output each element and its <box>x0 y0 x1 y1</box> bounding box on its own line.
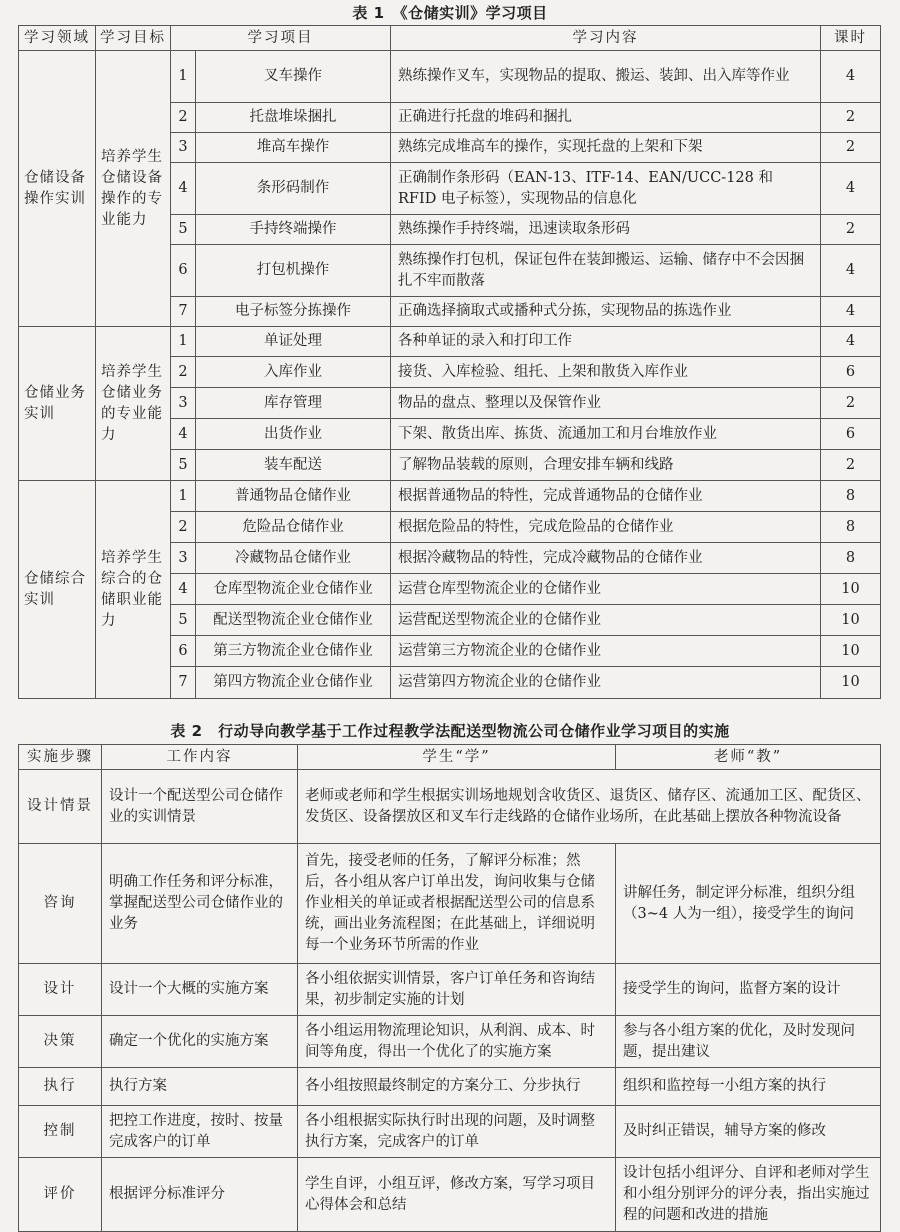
content-cell: 运营第三方物流企业的仓储作业 <box>391 636 821 667</box>
teacher-cell: 讲解任务，制定评分标准，组织分组（3~4 人为一组），接受学生的询问 <box>616 844 881 964</box>
merged-cell: 老师或老师和学生根据实训场地规划含收货区、退货区、储存区、流通加工区、配货区、发货区、设备摆放区和叉车行走线路的仓储作业场所，在此基础上摆放各种物流设备 <box>298 770 881 844</box>
project-cell: 入库作业 <box>196 357 391 388</box>
hours-cell: 10 <box>821 667 881 699</box>
step-cell: 设计情景 <box>19 770 102 844</box>
student-cell: 各小组根据实际执行时出现的问题，及时调整执行方案，完成客户的订单 <box>298 1106 616 1158</box>
project-cell: 托盘堆垛捆扎 <box>196 103 391 133</box>
content-cell: 熟练完成堆高车的操作，实现托盘的上架和下架 <box>391 133 821 163</box>
hours-cell: 4 <box>821 51 881 103</box>
project-cell: 危险品仓储作业 <box>196 512 391 543</box>
content-cell: 各种单证的录入和打印工作 <box>391 327 821 357</box>
project-cell: 第三方物流企业仓储作业 <box>196 636 391 667</box>
row-number: 6 <box>171 245 196 297</box>
header-content: 学习内容 <box>391 26 821 51</box>
hours-cell: 2 <box>821 388 881 419</box>
content-cell: 熟练操作打包机，保证包件在装卸搬运、运输、储存中不会因捆扎不牢而散落 <box>391 245 821 297</box>
step-cell: 决策 <box>19 1016 102 1068</box>
row-number: 3 <box>171 543 196 574</box>
work-cell: 执行方案 <box>102 1068 298 1106</box>
project-cell: 库存管理 <box>196 388 391 419</box>
row-number: 2 <box>171 103 196 133</box>
teacher-cell: 组织和监控每一小组方案的执行 <box>616 1068 881 1106</box>
project-cell: 叉车操作 <box>196 51 391 103</box>
table1-body <box>19 51 881 699</box>
content-cell: 熟练操作叉车，实现物品的提取、搬运、装卸、出入库等作业 <box>391 51 821 103</box>
step-cell: 控制 <box>19 1106 102 1158</box>
project-cell: 仓库型物流企业仓储作业 <box>196 574 391 605</box>
content-cell: 接货、入库检验、组托、上架和散货入库作业 <box>391 357 821 388</box>
row-number: 3 <box>171 388 196 419</box>
student-cell: 首先，接受老师的任务，了解评分标准；然后，各小组从客户订单出发，询问收集与仓储作业相关的单证或者根据配送型公司的信息系统，画出业务流程图；在此基础上，详细说明每一个业务环节所需的作业 <box>298 844 616 964</box>
project-cell: 配送型物流企业仓储作业 <box>196 605 391 636</box>
header-teacher: 老师“教” <box>616 745 881 770</box>
project-cell: 堆高车操作 <box>196 133 391 163</box>
hours-cell: 4 <box>821 327 881 357</box>
content-cell: 根据普通物品的特性，完成普通物品的仓储作业 <box>391 481 821 512</box>
project-cell: 单证处理 <box>196 327 391 357</box>
row-number: 2 <box>171 357 196 388</box>
row-number: 5 <box>171 605 196 636</box>
table-row <box>19 1158 881 1232</box>
table1 <box>18 25 881 699</box>
project-cell: 装车配送 <box>196 450 391 481</box>
step-cell: 执行 <box>19 1068 102 1106</box>
student-cell: 学生自评，小组互评，修改方案，写学习项目心得体会和总结 <box>298 1158 616 1232</box>
student-cell: 各小组按照最终制定的方案分工、分步执行 <box>298 1068 616 1106</box>
header-domain: 学习领域 <box>19 26 96 51</box>
row-number: 1 <box>171 51 196 103</box>
work-cell: 确定一个优化的实施方案 <box>102 1016 298 1068</box>
hours-cell: 10 <box>821 636 881 667</box>
table2-caption: 表 2 行动导向教学基于工作过程教学法配送型物流公司仓储作业学习项目的实施 <box>170 722 730 740</box>
project-cell: 冷藏物品仓储作业 <box>196 543 391 574</box>
table1-header-row <box>19 26 881 51</box>
row-number: 3 <box>171 133 196 163</box>
goal-cell: 培养学生综合的仓储职业能力 <box>96 481 171 699</box>
hours-cell: 10 <box>821 605 881 636</box>
table-row <box>19 1016 881 1068</box>
table1-caption: 表 1 《仓储实训》学习项目 <box>352 4 548 22</box>
row-number: 4 <box>171 419 196 450</box>
goal-cell: 培养学生仓储设备操作的专业能力 <box>96 51 171 327</box>
content-cell: 物品的盘点、整理以及保管作业 <box>391 388 821 419</box>
project-cell: 普通物品仓储作业 <box>196 481 391 512</box>
table-row <box>19 964 881 1016</box>
domain-cell: 仓储综合实训 <box>19 481 96 699</box>
table2 <box>18 744 881 1232</box>
step-cell: 咨询 <box>19 844 102 964</box>
project-cell: 出货作业 <box>196 419 391 450</box>
teacher-cell: 接受学生的询问，监督方案的设计 <box>616 964 881 1016</box>
row-number: 7 <box>171 667 196 699</box>
hours-cell: 6 <box>821 357 881 388</box>
teacher-cell: 参与各小组方案的优化，及时发现问题，提出建议 <box>616 1016 881 1068</box>
table-row <box>19 51 881 103</box>
content-cell: 了解物品装载的原则，合理安排车辆和线路 <box>391 450 821 481</box>
teacher-cell: 及时纠正错误，辅导方案的修改 <box>616 1106 881 1158</box>
table-row <box>19 481 881 512</box>
project-cell: 电子标签分拣操作 <box>196 297 391 327</box>
content-cell: 根据冷藏物品的特性，完成冷藏物品的仓储作业 <box>391 543 821 574</box>
content-cell: 运营配送型物流企业的仓储作业 <box>391 605 821 636</box>
work-cell: 明确工作任务和评分标准，掌握配送型公司仓储作业的业务 <box>102 844 298 964</box>
hours-cell: 2 <box>821 215 881 245</box>
hours-cell: 2 <box>821 133 881 163</box>
hours-cell: 2 <box>821 450 881 481</box>
content-cell: 正确选择摘取式或播种式分拣，实现物品的拣选作业 <box>391 297 821 327</box>
hours-cell: 10 <box>821 574 881 605</box>
header-student: 学生“学” <box>298 745 616 770</box>
project-cell: 打包机操作 <box>196 245 391 297</box>
domain-cell: 仓储设备操作实训 <box>19 51 96 327</box>
content-cell: 正确制作条形码（EAN-13、ITF-14、EAN/UCC-128 和 RFID 电子标签），实现物品的信息化 <box>391 163 821 215</box>
hours-cell: 4 <box>821 297 881 327</box>
hours-cell: 8 <box>821 543 881 574</box>
row-number: 4 <box>171 163 196 215</box>
table-row <box>19 844 881 964</box>
table-row <box>19 770 881 844</box>
header-step: 实施步骤 <box>19 745 102 770</box>
content-cell: 根据危险品的特性，完成危险品的仓储作业 <box>391 512 821 543</box>
hours-cell: 6 <box>821 419 881 450</box>
row-number: 5 <box>171 215 196 245</box>
hours-cell: 8 <box>821 512 881 543</box>
row-number: 1 <box>171 327 196 357</box>
table2-body <box>19 770 881 1232</box>
row-number: 7 <box>171 297 196 327</box>
row-number: 4 <box>171 574 196 605</box>
work-cell: 根据评分标准评分 <box>102 1158 298 1232</box>
content-cell: 熟练操作手持终端，迅速读取条形码 <box>391 215 821 245</box>
step-cell: 评价 <box>19 1158 102 1232</box>
work-cell: 把控工作进度，按时、按量完成客户的订单 <box>102 1106 298 1158</box>
table-row <box>19 1106 881 1158</box>
hours-cell: 4 <box>821 245 881 297</box>
student-cell: 各小组依据实训情景，客户订单任务和咨询结果，初步制定实施的计划 <box>298 964 616 1016</box>
project-cell: 第四方物流企业仓储作业 <box>196 667 391 699</box>
teacher-cell: 设计包括小组评分、自评和老师对学生和小组分别评分的评分表，指出实施过程的问题和改进的措施 <box>616 1158 881 1232</box>
project-cell: 条形码制作 <box>196 163 391 215</box>
table-row <box>19 1068 881 1106</box>
content-cell: 运营第四方物流企业的仓储作业 <box>391 667 821 699</box>
work-cell: 设计一个配送型公司仓储作业的实训情景 <box>102 770 298 844</box>
hours-cell: 4 <box>821 163 881 215</box>
header-goal: 学习目标 <box>96 26 171 51</box>
row-number: 1 <box>171 481 196 512</box>
hours-cell: 2 <box>821 103 881 133</box>
project-cell: 手持终端操作 <box>196 215 391 245</box>
header-hours: 课时 <box>821 26 881 51</box>
domain-cell: 仓储业务实训 <box>19 327 96 481</box>
table2-header-row <box>19 745 881 770</box>
header-work: 工作内容 <box>102 745 298 770</box>
header-project: 学习项目 <box>171 26 391 51</box>
step-cell: 设计 <box>19 964 102 1016</box>
work-cell: 设计一个大概的实施方案 <box>102 964 298 1016</box>
content-cell: 运营仓库型物流企业的仓储作业 <box>391 574 821 605</box>
student-cell: 各小组运用物流理论知识，从利润、成本、时间等角度，得出一个优化了的实施方案 <box>298 1016 616 1068</box>
table-row <box>19 327 881 357</box>
row-number: 5 <box>171 450 196 481</box>
goal-cell: 培养学生仓储业务的专业能力 <box>96 327 171 481</box>
row-number: 6 <box>171 636 196 667</box>
content-cell: 下架、散货出库、拣货、流通加工和月台堆放作业 <box>391 419 821 450</box>
content-cell: 正确进行托盘的堆码和捆扎 <box>391 103 821 133</box>
row-number: 2 <box>171 512 196 543</box>
hours-cell: 8 <box>821 481 881 512</box>
